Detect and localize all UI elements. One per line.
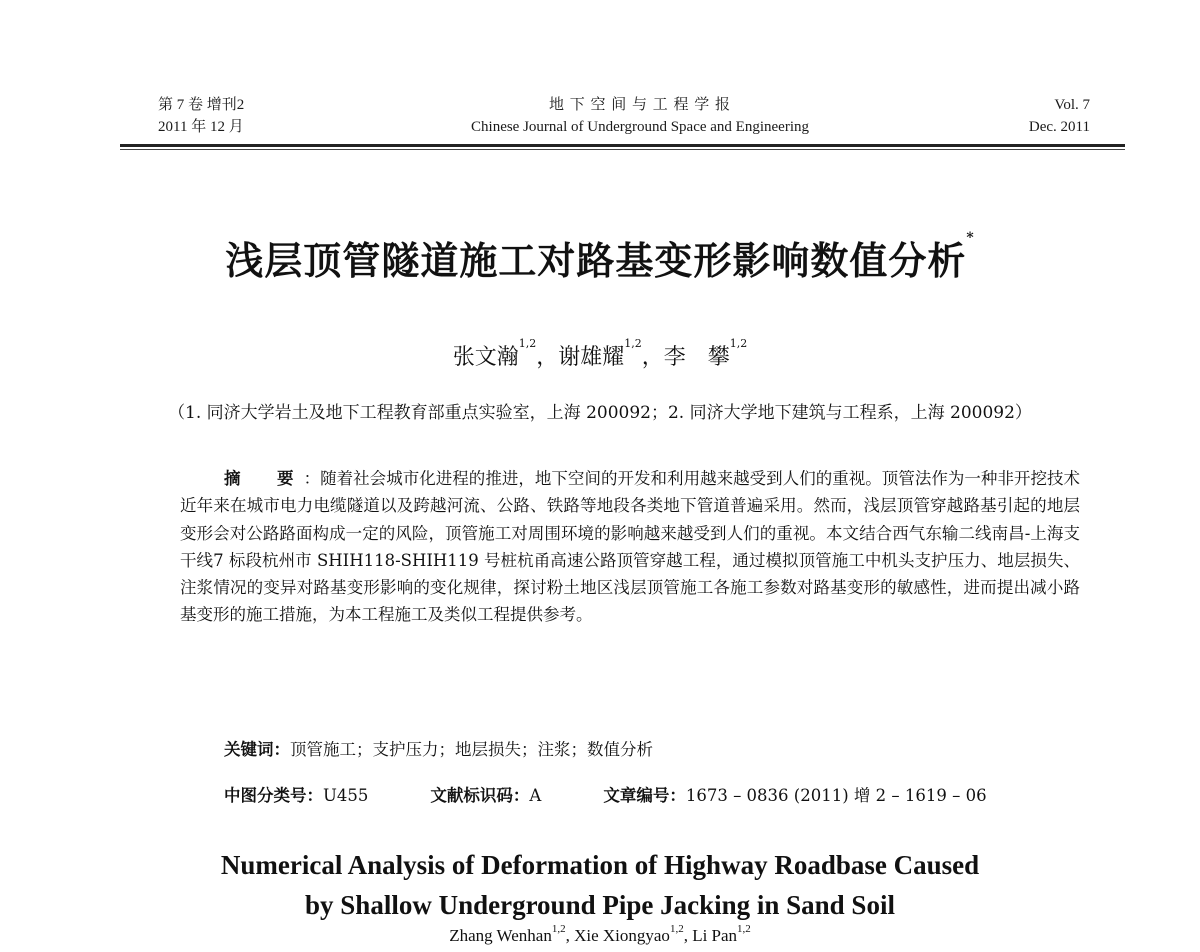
paper-title-cn-text: 浅层顶管隧道施工对路基变形影响数值分析	[225, 238, 967, 283]
title-footnote-mark: *	[966, 230, 975, 246]
clc-number: 中图分类号：U455	[224, 786, 369, 805]
affiliation-cn: （1. 同济大学岩土及地下工程教育部重点实验室，上海 200092；2. 同济大学地下建筑与工程系，上海 200092）	[168, 403, 1032, 423]
article-number: 文章编号：1673 – 0836 (2011) 增 2 – 1619 – 06	[603, 786, 987, 805]
author-en: Xie Xiongyao$^{1,2}$,	[574, 923, 693, 945]
header-rule-thin	[120, 149, 1125, 150]
volume-issue: 第 7 卷 增刊2	[158, 97, 245, 113]
journal-name	[380, 94, 900, 138]
authors-en	[0, 923, 1200, 946]
author-en: Zhang Wenhan$^{1,2}$,	[449, 923, 575, 945]
journal-volume-en	[960, 94, 1090, 138]
header-rule-thick	[120, 144, 1125, 147]
date-en: Dec. 2011	[1028, 119, 1090, 135]
volume-en: Vol. 7	[1054, 97, 1090, 113]
author-en: Li Pan$^{1,2}$	[692, 923, 751, 945]
abstract-text: 随着社会城市化进程的推进，地下空间的开发和利用越来越受到人们的重视。顶管法作为一种非开挖技术近年来在城市电力电缆隧道以及跨越河流、公路、铁路等地段各类地下管道普遍采用。然而，浅层顶管穿越路基引起的地层变形会对公路路面构成一定的风险，顶管施工对周围环境的影响越来越受到人们的重视。本文结合西气东输二线南昌-上海支干线7 标段杭州市 SHIH118-SHIH119 号桩杭甬高速公路顶管穿越工程，通过模拟顶管施工中机头支护压力、地层损失、注浆情况的变异对路基变形影响的变化规律，探讨粉土地区浅层顶管施工各施工参数对路基变形的敏感性，进而提出减小路基变形的施工措施，为本工程施工及类似工程提供参考。	[180, 469, 1081, 625]
abstract-label: 摘 要	[224, 469, 304, 488]
keywords-label: 关键词：	[224, 740, 290, 759]
document-code: 文献标识码：A	[430, 786, 542, 805]
paper-title-en-line2: by Shallow Underground Pipe Jacking in Sand Soil	[305, 890, 895, 920]
paper-title-cn	[0, 230, 1200, 285]
author-cn: 谢雄耀$^{1,2}$，	[558, 337, 664, 370]
abstract-cn	[180, 465, 1080, 629]
classification-line	[224, 782, 1104, 806]
authors-cn	[0, 337, 1200, 371]
abstract-colon: ：	[303, 469, 321, 488]
journal-volume-info	[158, 94, 358, 138]
publication-date-cn: 2011 年 12 月	[158, 119, 244, 135]
paper-title-en	[0, 845, 1200, 925]
paper-title-en-line1: Numerical Analysis of Deformation of Highway Roadbase Caused	[220, 850, 980, 880]
journal-name-en: Chinese Journal of Underground Space and Engineering	[471, 119, 809, 135]
author-cn: 李 攀$^{1,2}$	[663, 337, 748, 370]
keywords-cn	[224, 736, 1084, 760]
journal-name-cn: 地 下 空 间 与 工 程 学 报	[548, 97, 731, 113]
keywords-text: 顶管施工；支护压力；地层损失；注浆；数值分析	[290, 740, 653, 759]
author-cn: 张文瀚$^{1,2}$，	[452, 337, 559, 370]
